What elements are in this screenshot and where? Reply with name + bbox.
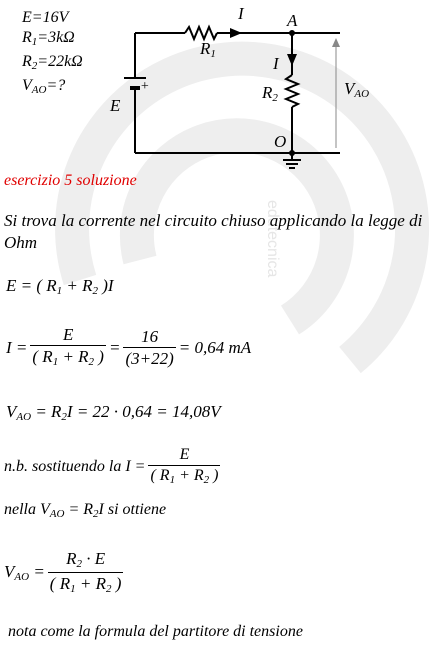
label-r2: $R_2$ (262, 83, 278, 104)
nb-result-line: nella $V_{AO} = R_2I$ si ottiene (4, 501, 167, 520)
label-plus: + (140, 79, 150, 94)
circuit-diagram (0, 0, 444, 180)
given-vao: $V_{AO}=$? (22, 77, 66, 96)
label-r1: $R_1$ (200, 39, 216, 60)
label-e: E (110, 96, 121, 115)
label-vao: $V_{AO}$ (344, 79, 370, 100)
given-r1: $R_1=3k\Omega$ (22, 29, 75, 48)
node-a (289, 30, 295, 36)
current-arrow-r2 (287, 54, 297, 66)
watermark-text: edutecnica (264, 200, 281, 278)
footer-note: nota come la formula del partitore di tensione (8, 623, 303, 640)
label-node-a: A (287, 11, 298, 30)
equation-current: I = $\frac{E}{( R_1 + R_2 )}$ = $\frac{16}{(3+22)}$ = 0,64 mA (6, 325, 252, 368)
given-e: E=16V (22, 9, 69, 26)
nb-substitution: n.b. sostituendo la I = $\frac{E}{( R_1 + R_2 )}$ (4, 446, 219, 486)
equation-voltage-divider: $V_{AO}$ = $\frac{R_2 \cdot E}{( R_1 + R_2 )}$ (4, 549, 122, 595)
equation-ohm-law: E = ( $R_1 + R_2$ )I (6, 276, 114, 297)
given-r2: $R_2=22k\Omega$ (22, 53, 83, 72)
resistor-r1 (185, 27, 217, 39)
label-node-o: O (274, 132, 287, 151)
equation-vao: $V_{AO} = R_2I = 22 \cdot 0,64 = 14,08V$ (6, 402, 221, 423)
label-current-r2: I (273, 54, 279, 73)
solution-heading: esercizio 5 soluzione (4, 172, 137, 189)
resistor-r2 (286, 75, 298, 107)
current-arrow-top (230, 28, 242, 38)
intro-text: Si trova la corrente nel circuito chiuso applicando la legge di Ohm (4, 211, 423, 252)
node-o (289, 150, 295, 156)
vao-arrow (332, 38, 340, 47)
label-current-top: I (238, 4, 244, 23)
